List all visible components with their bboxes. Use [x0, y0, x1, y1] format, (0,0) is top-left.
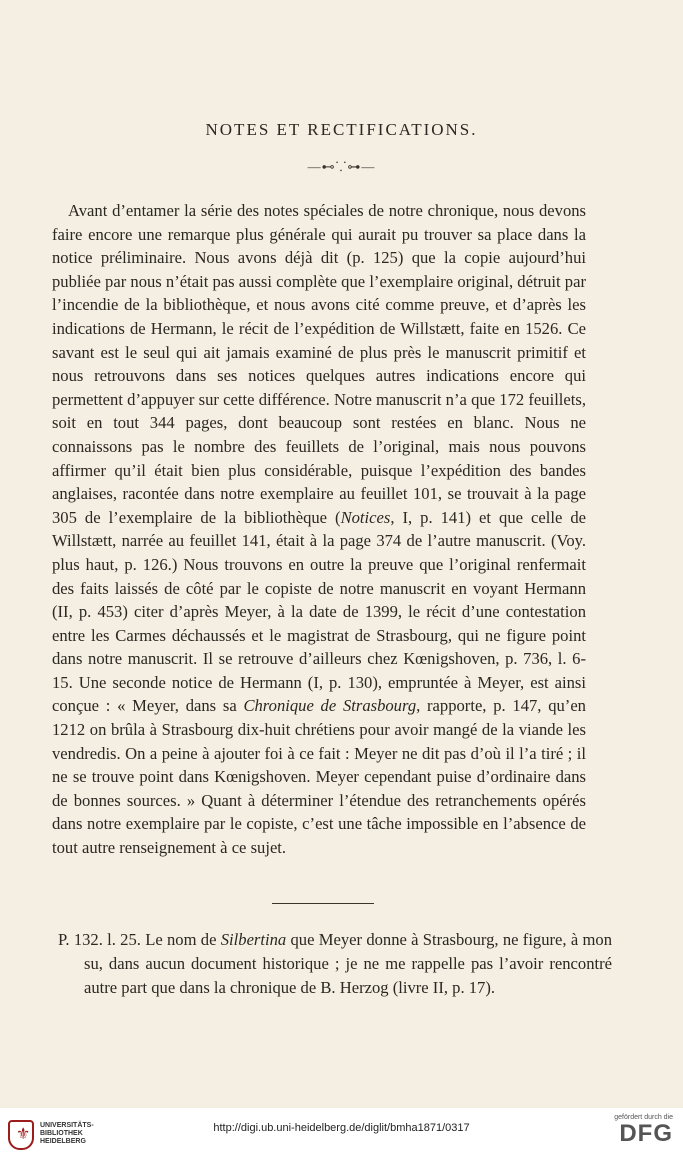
note-name: Silbertina — [220, 930, 287, 949]
library-logo-label: UNIVERSITÄTS- BIBLIOTHEK HEIDELBERG — [40, 1122, 94, 1145]
main-paragraph — [52, 199, 586, 860]
dfg-logo-text: DFG — [619, 1120, 673, 1147]
note-text: que Meyer donne à Strasbourg, ne figure, à mon su, dans aucun document historique ; je ne me rappelle pas l’avoir rencontré autre part que dans la chronique de B. Herzog (livre II, p. 17). — [84, 930, 612, 997]
note-reference: P. 132. l. 25. — [58, 930, 141, 949]
permalink-url[interactable]: http://digi.ub.uni-heidelberg.de/diglit/bmha1871/0317 — [213, 1122, 470, 1134]
university-seal-icon: ⚜ — [8, 1120, 34, 1150]
dfg-logo[interactable] — [595, 1114, 673, 1156]
footnote — [58, 928, 612, 999]
paragraph-text: Avant d’entamer la série des notes spéciales de notre chronique, nous devons faire encore une remarque plus générale qui aurait pu trouver sa place dans la notice préliminaire. Nous avons déjà dit (p. 125) que la copie aujourd’hui publiée par nous n’était pas aussi complète que l’exemplaire original, détruit par l’incendie de la bibliothèque, et nous avons cité comme preuve, et d’après les indications de Hermann, le récit de l’expédition de Willstætt, faite en 1526. Ce savant est le seul qui ait jamais examiné de plus près le manuscrit primitif et nous retrouvons dans ses notices quelques autres indications encore qui permettent d’appuyer sur cette différence. Notre manuscrit n’a que 172 feuillets, soit en tout 344 pages, dont beaucoup sont restées en blanc. Nous ne connaissons pas le nombre des feuillets de l’original, mais nous pouvons affirmer qu’il était bien plus considérable, puisque l’expédition des bandes anglaises, racontée dans notre exemplaire au feuillet 101, se trouvait à la page 305 de l’exemplaire de la bibliothèque ( — [52, 201, 586, 527]
viewer-footer — [0, 1108, 683, 1160]
chronique-title: Chronique de Strasbourg — [243, 696, 417, 716]
separator-rule — [272, 903, 374, 904]
funder-caption: gefördert durch die — [614, 1114, 673, 1121]
notices-title: Notices — [340, 507, 391, 527]
paragraph-text: , rapporte, p. 147, qu’en 1212 on brûla à Strasbourg dix-huit chrétiens pour avoir mangé de la viande les vendredis. On a peine à ajouter foi à ce fait : Meyer ne dit pas d’où il l’a tiré ; il ne se trouve point dans Kœnigshoven. Meyer cependant puise d’ordinaire dans de bonnes sources. » Quant à déterminer l’étendue des retranchements opérés dans notre exemplaire par le copiste, c’est une tâche impossible en l’absence de tout autre renseignement à ce sujet. — [52, 696, 586, 858]
paragraph-text: , I, p. 141) et que celle de Willstætt, narrée au feuillet 141, était à la page 374 de l’autre manuscrit. (Voy. plus haut, p. 126.) Nous trouvons en outre la preuve que l’original renfermait des faits laissés de côté par le copiste de notre manuscrit en voyant Hermann (II, p. 453) citer d’après Meyer, à la date de 1399, le récit d’une contestation entre les Carmes déchaussés et le magistrat de Strasbourg, qui ne figure point dans notre manuscrit. Il se retrouve d’ailleurs chez Kœnigshoven, p. 736, l. 6-15. Une seconde notice de Hermann (I, p. 130), empruntée à Meyer, est ainsi conçue : « Meyer, dans sa — [52, 507, 586, 716]
note-text: Le nom de — [140, 930, 221, 949]
title-ornament: —⊷⸪⊶— — [307, 159, 376, 174]
page-title: NOTES ET RECTIFICATIONS. — [205, 120, 478, 139]
